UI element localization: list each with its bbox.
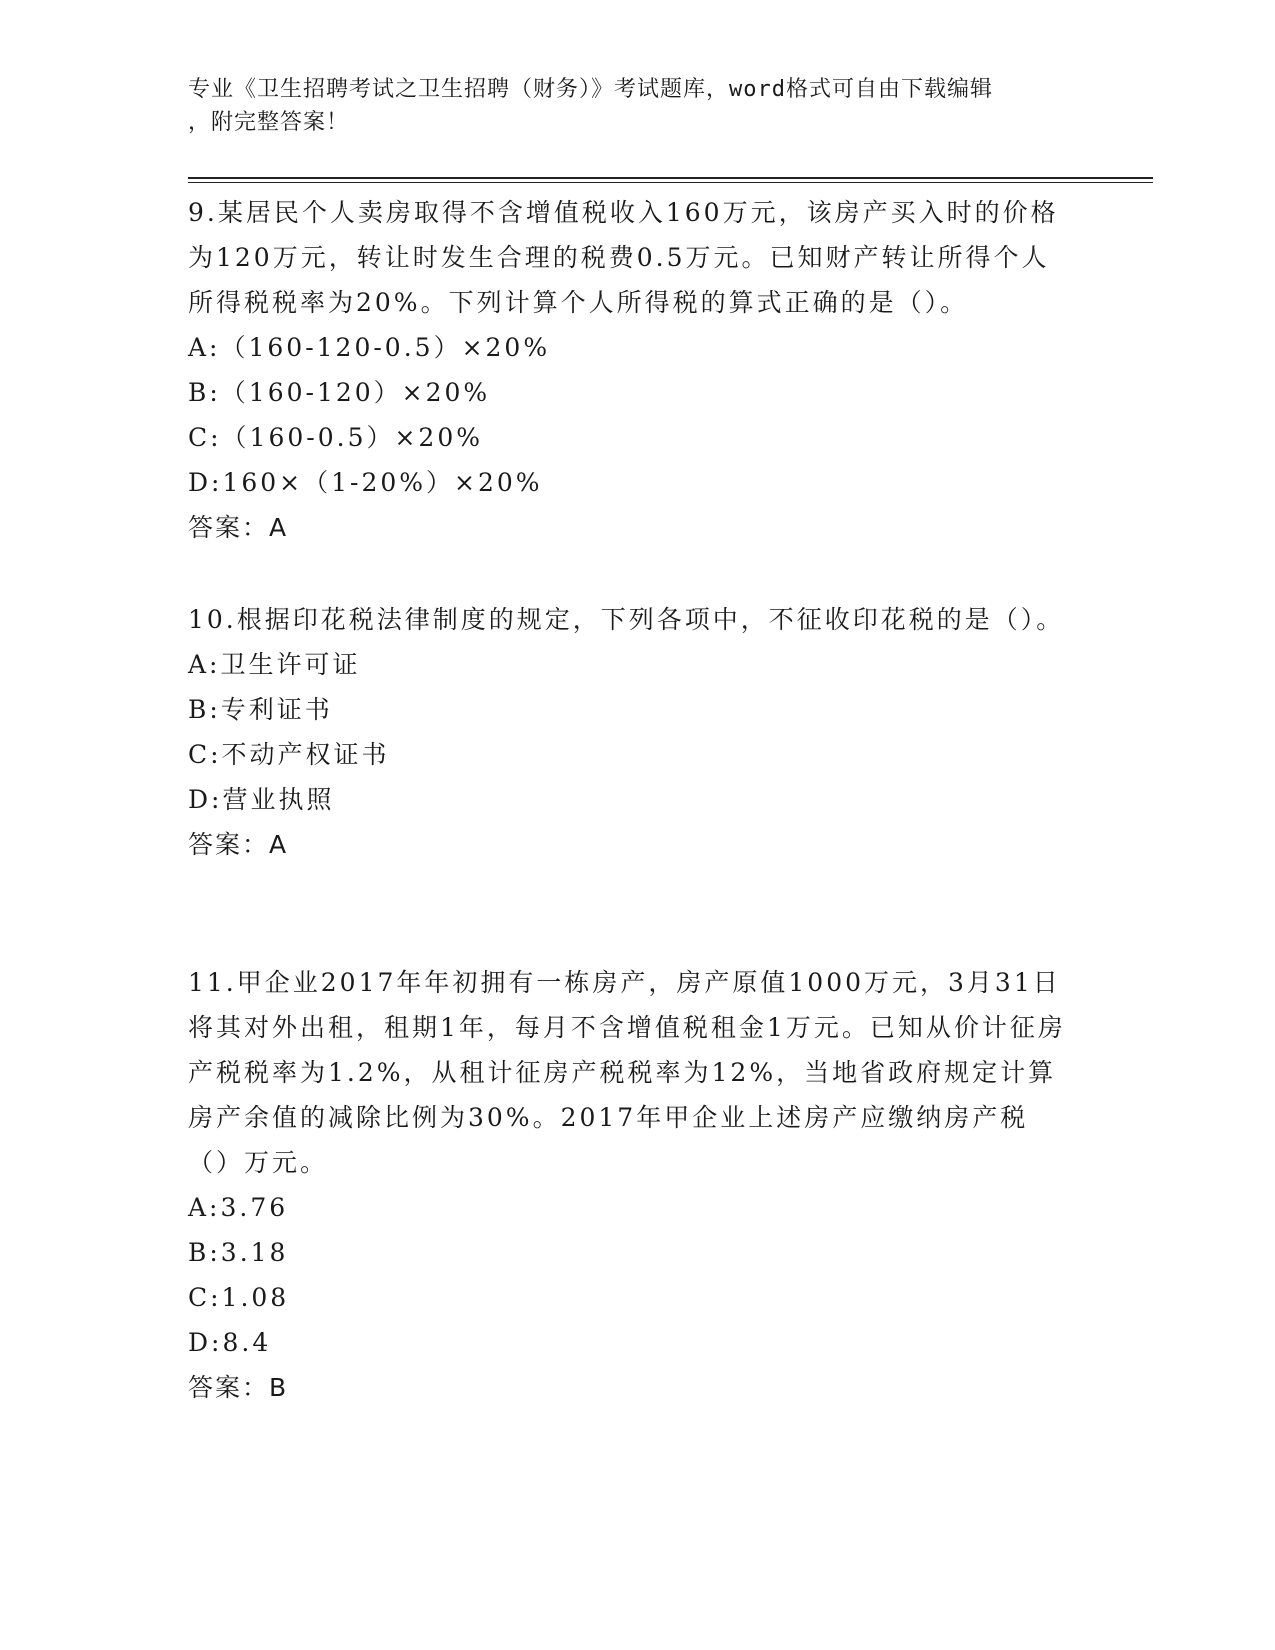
option-b: B:3.18 [188,1238,289,1267]
document-header [188,73,1068,139]
option-c: C:（160-0.5）×20% [188,423,483,452]
option-d: D:营业执照 [188,785,335,814]
option-c: C:不动产权证书 [188,740,390,769]
header-divider-thin [188,182,1153,183]
option-b: B:专利证书 [188,695,333,724]
option-d: D:8.4 [188,1328,272,1357]
option-b: B:（160-120）×20% [188,378,491,407]
header-line-1: 专业《卫生招聘考试之卫生招聘（财务）》考试题库，word格式可自由下载编辑 [188,77,993,102]
question-9 [188,190,1068,550]
answer: 答案：A [188,513,289,542]
question-10 [188,597,1068,867]
header-line-2: ，附完整答案！ [188,110,350,135]
option-a: A:卫生许可证 [188,650,361,679]
option-d: D:160×（1-20%）×20% [188,468,543,497]
question-11 [188,960,1068,1410]
question-text: 9.某居民个人卖房取得不含增值税收入160万元，该房产买入时的价格为120万元，转让时发生合理的税费0.5万元。已知财产转让所得个人所得税税率为20%。下列计算个人所得税的算式正确的是（）。 [188,198,1059,317]
question-text: 11.甲企业2017年年初拥有一栋房产，房产原值1000万元，3月31日将其对外出租，租期1年，每月不含增值税租金1万元。已知从价计征房产税税率为1.2%，从租计征房产税税率为12%，当地省政府规定计算房产余值的减除比例为30%。2017年甲企业上述房产应缴纳房产税（）万元。 [188,968,1066,1177]
option-a: A:3.76 [188,1193,289,1222]
header-divider-thick [188,177,1153,179]
answer: 答案：B [188,1373,289,1402]
answer: 答案：A [188,830,289,859]
question-text: 10.根据印花税法律制度的规定，下列各项中，不征收印花税的是（）。 [188,605,1065,634]
option-c: C:1.08 [188,1283,290,1312]
option-a: A:（160-120-0.5）×20% [188,333,551,362]
